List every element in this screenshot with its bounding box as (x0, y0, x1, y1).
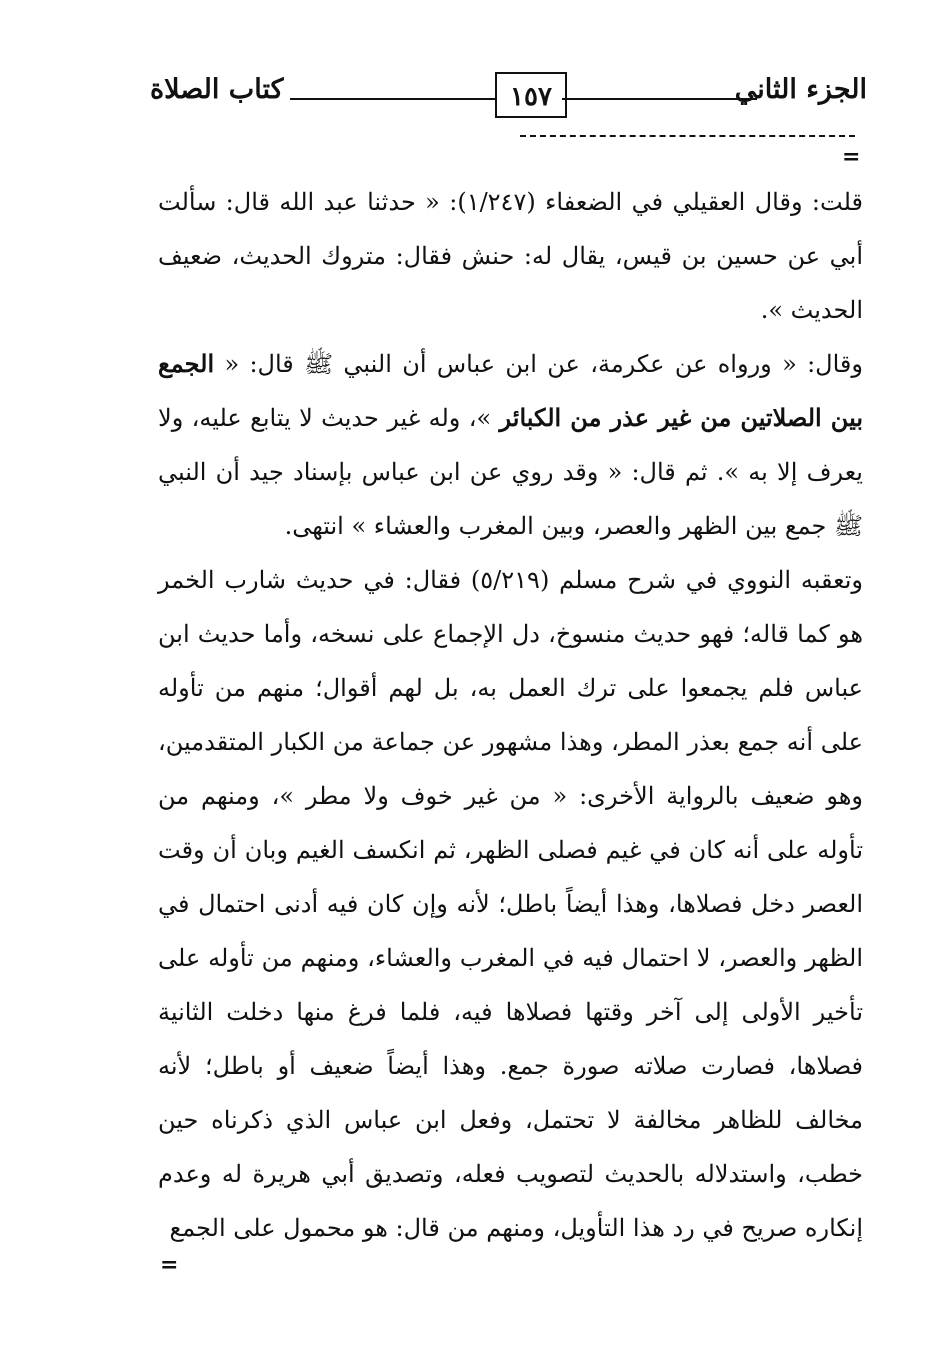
continuation-mark-top: = (842, 144, 861, 170)
part-title: الجزء الثاني (734, 74, 867, 105)
page-number: ١٥٧ (495, 72, 567, 118)
hadith-text: الجمع بين الصلاتين من غير عذر من الكبائر (158, 349, 863, 432)
header-rule-left (290, 98, 495, 100)
main-text (158, 175, 863, 1255)
page-header (150, 62, 867, 122)
header-rule-right (562, 98, 757, 100)
paragraph-2 (158, 337, 863, 553)
book-title: كتاب الصلاة (150, 74, 284, 105)
paragraph-3: وتعقبه النووي في شرح مسلم (٥/٢١٩) فقال: في حديث شارب الخمر هو كما قاله؛ فهو حديث منسوخ، دل الإجماع على نسخه، وأما حديث ابن عباس فلم يجمعوا على ترك العمل به، بل لهم أقوال؛ منهم من تأوله على أنه جمع بعذر المطر، وهذا مشهور عن جماعة من الكبار المتقدمين، وهو ضعيف بالرواية الأخرى: « من غير خوف ولا مطر »، ومنهم من تأوله على أنه كان في غيم فصلى الظهر، ثم انكسف الغيم وبان أن وقت العصر دخل فصلاها، وهذا أيضاً باطل؛ لأنه وإن كان فيه أدنى احتمال في الظهر والعصر، لا احتمال فيه في المغرب والعشاء، ومنهم من تأوله على تأخير الأولى إلى آخر وقتها فصلاها فيه، فلما فرغ منها دخلت الثانية فصلاها، فصارت صلاته صورة جمع. وهذا أيضاً ضعيف أو باطل؛ لأنه مخالف للظاهر مخالفة لا تحتمل، وفعل ابن عباس الذي ذكرناه حين خطب، واستدلاله بالحديث لتصويب فعله، وتصديق أبي هريرة له وعدم إنكاره صريح في رد هذا التأويل، ومنهم من قال: هو محمول على الجمع (158, 566, 864, 1242)
header-dashed-divider (520, 135, 855, 137)
paragraph-1: قلت: وقال العقيلي في الضعفاء (١/٢٤٧): « حدثنا عبد الله قال: سألت أبي عن حسين بن قيس، يقال له: حنش فقال: متروك الحديث، ضعيف الحديث ». (158, 188, 863, 324)
paragraph-2-lead: وقال: « ورواه عن عكرمة، عن ابن عباس أن النبي ﷺ قال: « (214, 350, 863, 378)
continuation-mark-bottom: = (160, 1252, 179, 1278)
paragraph-2-rest: »، وله غير حديث لا يتابع عليه، ولا يعرف إلا به ». ثم قال: « وقد روي عن ابن عباس بإسناد جيد أن النبي ﷺ جمع بين الظهر والعصر، وبين المغرب والعشاء » انتهى. (158, 404, 863, 540)
